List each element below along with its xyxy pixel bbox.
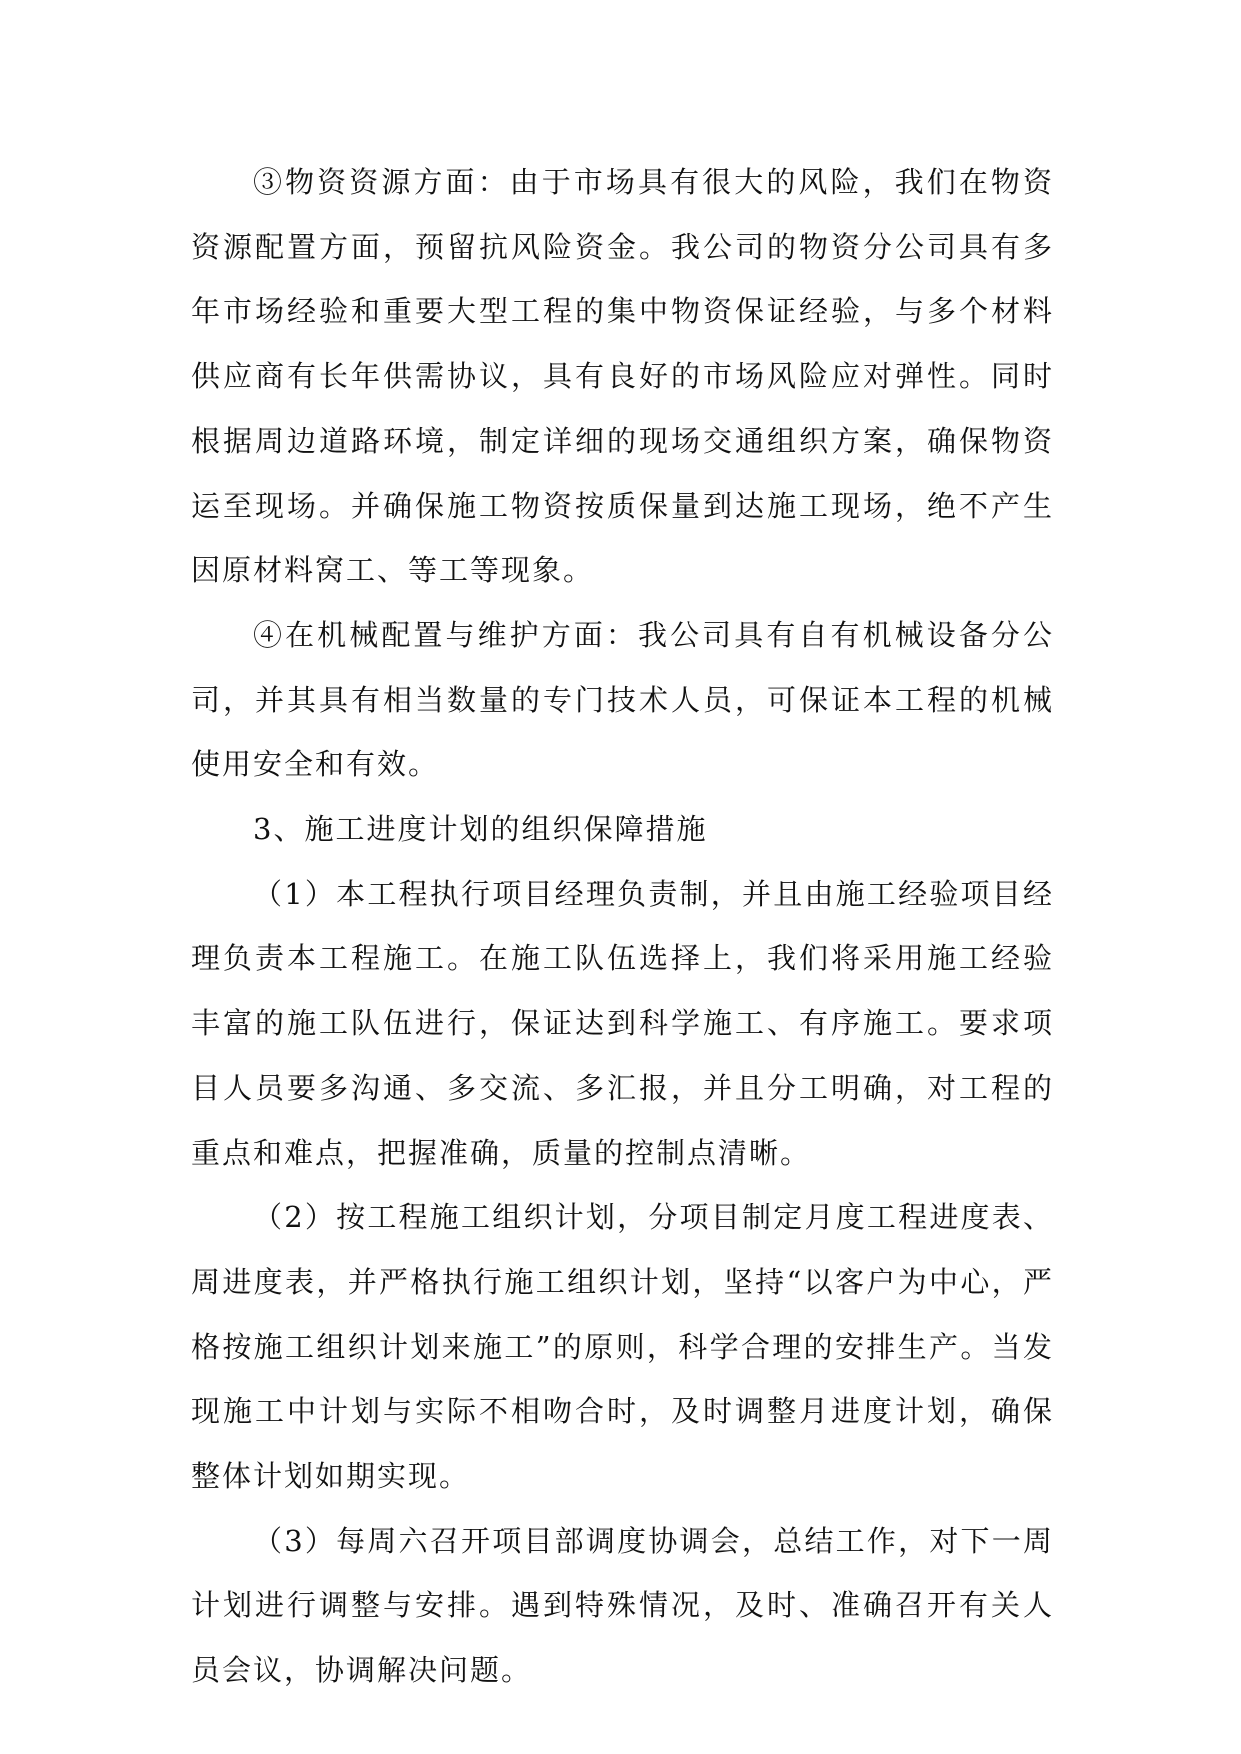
paragraph-item-3: （3）每周六召开项目部调度协调会，总结工作，对下一周计划进行调整与安排。遇到特殊情况，及时、准确召开有关人员会议，协调解决问题。 [191, 1523, 1054, 1688]
paragraph-machinery: ④在机械配置与维护方面：我公司具有自有机械设备分公司，并其具有相当数量的专门技术人员，可保证本工程的机械使用安全和有效。 [191, 617, 1054, 782]
paragraph-item-1: （1）本工程执行项目经理负责制，并且由施工经验项目经理负责本工程施工。在施工队伍选择上，我们将采用施工经验丰富的施工队伍进行，保证达到科学施工、有序施工。要求项目人员要多沟通、多交流、多汇报，并且分工明确，对工程的重点和难点，把握准确，质量的控制点清晰。 [191, 876, 1054, 1170]
document-body [191, 150, 1054, 1703]
paragraph-item-2: （2）按工程施工组织计划，分项目制定月度工程进度表、周进度表，并严格执行施工组织计划，坚持“以客户为中心，严格按施工组织计划来施工”的原则，科学合理的安排生产。当发现施工中计划与实际不相吻合时，及时调整月进度计划，确保整体计划如期实现。 [191, 1200, 1054, 1494]
paragraph-material-resources: ③物资资源方面：由于市场具有很大的风险，我们在物资资源配置方面，预留抗风险资金。我公司的物资分公司具有多年市场经验和重要大型工程的集中物资保证经验，与多个材料供应商有长年供需协议，具有良好的市场风险应对弹性。同时根据周边道路环境，制定详细的现场交通组织方案，确保物资运至现场。并确保施工物资按质保量到达施工现场，绝不产生因原材料窝工、等工等现象。 [191, 165, 1054, 588]
section-heading-schedule-measures: 3、施工进度计划的组织保障措施 [253, 812, 708, 847]
